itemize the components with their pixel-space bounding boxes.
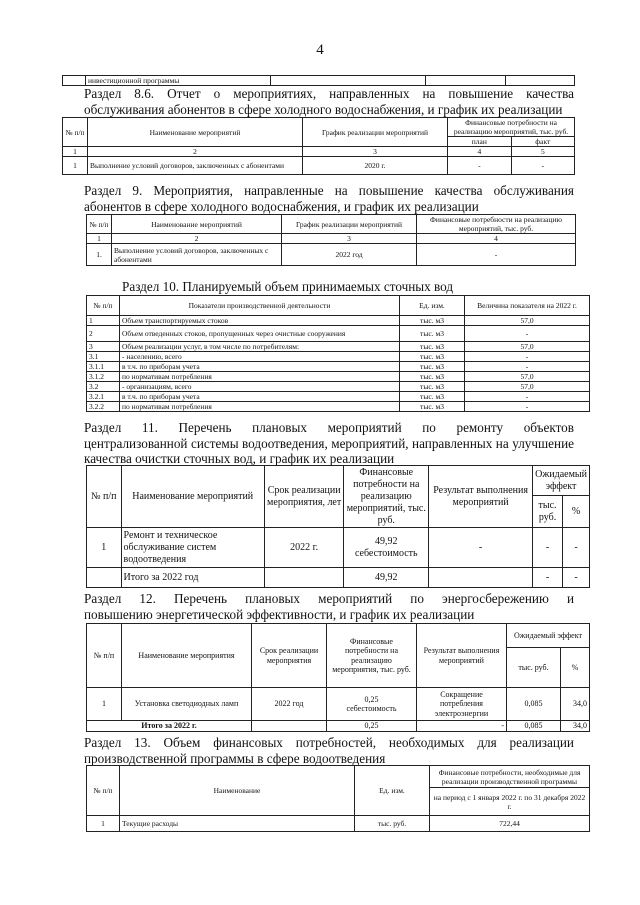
section-10-table: № п/п Показатели производственной деятельности Ед. изм. Величина показателя на 2022 г. 1 Объем транспортируемых стоков тыс. м3 57,0 2 Объем отведенных стоков, пропущенных через очистные сооружения тыс. м3 - 3 Объем реализации услуг, в том числе по потребителям: тыс. м3 57,0 3.1 - населению, всего тыс. м3 - 3.1.1 в т.ч. по приборам учета тыс. м3 - 3.1.2 по нормативам потребления тыс. м3 57,0 3.2 - организациям, всего тыс. м3 57,0 3.2.1 в т.ч. по приборам учета тыс. м3 - 3.2.2 по нормативам потребления тыс. м3 - — [86, 295, 590, 412]
s10-row: 3.1.2 по нормативам потребления тыс. м3 57,0 — [87, 372, 590, 382]
page-number: 4 — [316, 42, 324, 58]
s10-row: 3.1.1 в т.ч. по приборам учета тыс. м3 - — [87, 362, 590, 372]
section-11-table: № п/п Наименование мероприятий Срок реализации мероприятия, лет Финансовые потребности на реализацию мероприятий, тыс. руб. Результат выполнения мероприятий Ожидаемый эффект тыс. руб. % 1 Ремонт и техническое обслуживание систем водоотведения 2022 г. 49,92 себестоимость - - - Итого за 2022 год 49,92 - - — [86, 465, 590, 588]
section-8-6-table: № п/п Наименование мероприятий График реализации мероприятий Финансовые потребности на реализацию мероприятий, тыс. руб. план факт 1 2 3 4 5 1 Выполнение условий договоров, заключенных с абонентами 2020 г. - - — [62, 117, 575, 175]
s10-row: 2 Объем отведенных стоков, пропущенных через очистные сооружения тыс. м3 - — [87, 326, 590, 342]
section-9-table: № п/п Наименование мероприятий График реализации мероприятий Финансовые потребности на реализацию мероприятий, тыс. руб. 1 2 3 4 1. Выполнение условий договоров, заключенных с абонентами 2022 год - — [86, 214, 576, 266]
section-12-table: № п/п Наименование мероприятия Срок реализации мероприятия Финансовые потребности на реализацию мероприятия, тыс. руб. Результат выполнения мероприятий Ожидаемый эффект тыс. руб. % 1 Установка светодиодных ламп 2022 год 0,25 себестоимость Сокращение потребления электроэнергии 0,085 34,0 Итого за 2022 г. 0,25 - 0,085 34,0 — [86, 623, 590, 732]
s10-row: 3.2.1 в т.ч. по приборам учета тыс. м3 - — [87, 392, 590, 402]
s10-row: 1 Объем транспортируемых стоков тыс. м3 57,0 — [87, 316, 590, 326]
section-10-heading: Раздел 10. Планируемый объем принимаемых сточных вод — [122, 279, 454, 294]
section-8-6-heading: Раздел 8.6. Отчет о мероприятиях, направленных на повышение качества обслуживания абонентов в сфере холодного водоснабжения, и график их реализации — [84, 86, 574, 117]
section-13-table: № п/п Наименование Ед. изм. Финансовые потребности, необходимые для реализации производственной программы на период с 1 января 2022 г. по 31 декабря 2022 г. 1 Текущие расходы тыс. руб. 722,44 — [86, 765, 590, 832]
s10-row: 3.2.2 по нормативам потребления тыс. м3 - — [87, 402, 590, 412]
s10-row: 3 Объем реализации услуг, в том числе по потребителям: тыс. м3 57,0 — [87, 342, 590, 352]
section-13-heading: Раздел 13. Объем финансовых потребностей, необходимых для реализации производственной программы в сфере водоотведения — [84, 735, 574, 766]
section-12-heading: Раздел 12. Перечень плановых мероприятий по энергосбережению и повышению энергетической эффективности, и график их реализации — [84, 591, 574, 622]
top-remnant-text: инвестиционной программы — [86, 76, 271, 86]
s10-row: 3.1 - населению, всего тыс. м3 - — [87, 352, 590, 362]
s10-row: 3.2 - организациям, всего тыс. м3 57,0 — [87, 382, 590, 392]
section-9-heading: Раздел 9. Мероприятия, направленные на повышение качества обслуживания абонентов в сфере холодного водоснабжения, и график их реализации — [84, 183, 574, 214]
top-remnant-table — [62, 75, 575, 86]
section-11-heading: Раздел 11. Перечень плановых мероприятий по ремонту объектов централизованной системы водоотведения, мероприятий, направленных на улучшение качества очистки сточных вод, и график их реализации — [84, 420, 574, 466]
